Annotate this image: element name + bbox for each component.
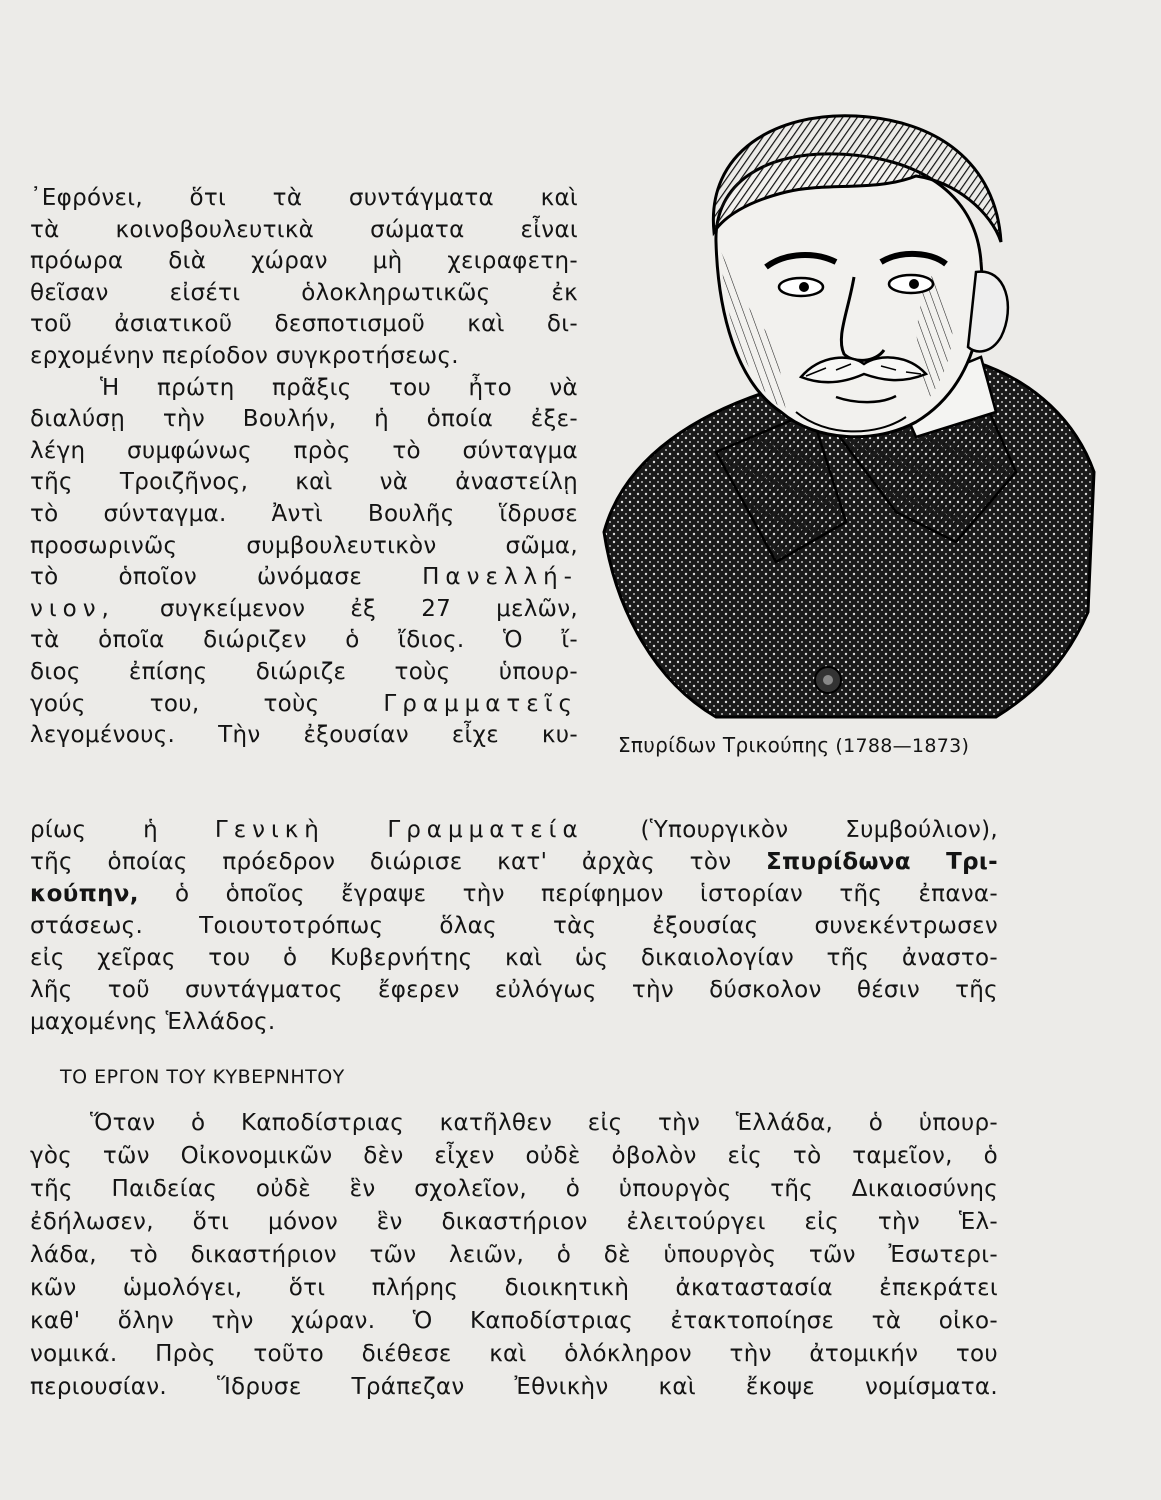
text-line: περιουσίαν. Ἵδρυσε Τράπεζαν Ἐθνικὴν καὶ ἔκοψε νομίσματα. (30, 1374, 998, 1400)
text-line: γὸς τῶν Οἰκονομικῶν δὲν εἶχεν οὐδὲ ὀβολὸν εἰς τὸ ταμεῖον, ὁ (30, 1143, 998, 1169)
text-segment: τὸ ὁποῖον ὠνόμασε (30, 564, 363, 591)
text-line: νομικά. Πρὸς τοῦτο διέθεσε καὶ ὁλόκληρον τὴν ἀτομικήν του (30, 1341, 998, 1367)
text-line: τῆς Παιδείας οὐδὲ ἓν σχολεῖον, ὁ ὑπουργὸς τῆς Δικαιοσύνης (30, 1176, 998, 1202)
text-line: στάσεως. Τοιουτοτρόπως ὅλας τὰς ἐξουσίας συνεκέντρωσεν (30, 913, 998, 939)
bold-name: Σπυρίδωνα Τρι- (765, 849, 998, 875)
text-line: Ἡ πρώτη πρᾶξις του ἦτο νὰ (100, 374, 578, 401)
text-line: ερχομένην περίοδον συγκροτήσεως. (30, 342, 459, 369)
text-line: διαλύσῃ τὴν Βουλήν, ἡ ὁποία ἐξε- (30, 406, 578, 433)
text-segment: συγκείμενον ἐξ 27 μελῶν, (159, 595, 578, 622)
text-line: τὰ κοινοβουλευτικὰ σώματα εἶναι (30, 216, 578, 243)
text-line (30, 594, 578, 626)
text-line: λέγη συμφώνως πρὸς τὸ σύνταγμα (30, 437, 578, 464)
text-line: Ὅταν ὁ Καποδίστριας κατῆλθεν εἰς τὴν Ἑλλάδα, ὁ ὑπουρ- (90, 1110, 998, 1136)
text-line: λεγομένους. Τὴν ἐξουσίαν εἶχε κυ- (30, 722, 578, 749)
caption-name: Σπυρίδων Τρικούπης (618, 733, 830, 757)
text-line: καθ' ὅλην τὴν χώραν. Ὁ Καποδίστριας ἐτακτοποίησε τὰ οἰκο- (30, 1308, 998, 1334)
text-line: τὰ ὁποῖα διώριζεν ὁ ἴδιος. Ὁ ἴ- (30, 627, 578, 654)
text-line: θεῖσαν εἰσέτι ὁλοκληρωτικῶς ἐκ (30, 279, 578, 306)
text-line: πρόωρα διὰ χώραν μὴ χειραφετη- (30, 248, 578, 275)
text-line: διος ἐπίσης διώριζε τοὺς ὑπουρ- (30, 658, 578, 685)
text-line: κῶν ὡμολόγει, ὅτι πλήρης διοικητικὴ ἀκαταστασία ἐπεκράτει (30, 1275, 998, 1301)
text-segment: τῆς ὁποίας πρόεδρον διώρισε κατ' ἀρχὰς τὸν (30, 849, 732, 875)
text-segment: ὁ ὁποῖος ἔγραψε τὴν περίφημον ἱστορίαν τῆς ἐπανα- (175, 881, 998, 907)
spaced-term-grammateis: Γραμματεῖς (383, 690, 578, 717)
text-segment: ρίως ἡ (30, 817, 159, 843)
text-line: τοῦ ἀσιατικοῦ δεσποτισμοῦ καὶ δι- (30, 311, 578, 338)
caption-years: (1788—1873) (835, 735, 970, 757)
text-line: εἰς χεῖρας του ὁ Κυβερνήτης καὶ ὡς δικαιολογίαν τῆς ἀναστο- (30, 945, 998, 971)
text-line (30, 562, 578, 594)
text-line: λῆς τοῦ συντάγματος ἔφερεν εὐλόγως τὴν δύσκολον θέσιν τῆς (30, 977, 998, 1003)
text-segment: (Ὑπουργικὸν Συμβούλιον), (640, 817, 998, 843)
ear-shape (968, 272, 1008, 352)
spaced-term-panellinion: Πανελλή- (422, 564, 578, 591)
text-line (30, 879, 998, 911)
portrait-engraving (596, 92, 1096, 722)
text-line (30, 689, 578, 721)
bold-name: κούπην, (30, 881, 139, 907)
left-column-text (30, 183, 578, 752)
text-line: ᾿Εφρόνει, ὅτι τὰ συντάγματα καὶ (30, 185, 578, 211)
text-line: μαχομένης Ἑλλάδος. (30, 1009, 276, 1035)
text-line: ἐδήλωσεν, ὅτι μόνον ἓν δικαστήριον ἐλειτούργει εἰς τὴν Ἑλ- (30, 1209, 998, 1235)
text-line (30, 847, 998, 879)
section-heading: ΤΟ ΕΡΓΟΝ ΤΟΥ ΚΥΒΕΡΝΗΤΟΥ (60, 1066, 345, 1088)
spaced-term-geniki-grammateia: Γενικὴ Γραμματεία (214, 817, 584, 843)
spaced-term-panellinion-end: νιον, (30, 595, 115, 622)
text-line: προσωρινῶς συμβουλευτικὸν σῶμα, (30, 532, 578, 559)
text-line (30, 815, 998, 847)
text-line: λάδα, τὸ δικαστήριον τῶν λειῶν, ὁ δὲ ὑπουργὸς τῶν Ἐσωτερι- (30, 1242, 998, 1268)
text-line: τῆς Τροιζῆνος, καὶ νὰ ἀναστείλῃ (30, 469, 578, 496)
text-line: τὸ σύνταγμα. Ἀντὶ Βουλῆς ἵδρυσε (30, 500, 578, 527)
portrait-caption (618, 733, 969, 757)
text-segment: γούς του, τοὺς (30, 690, 320, 717)
